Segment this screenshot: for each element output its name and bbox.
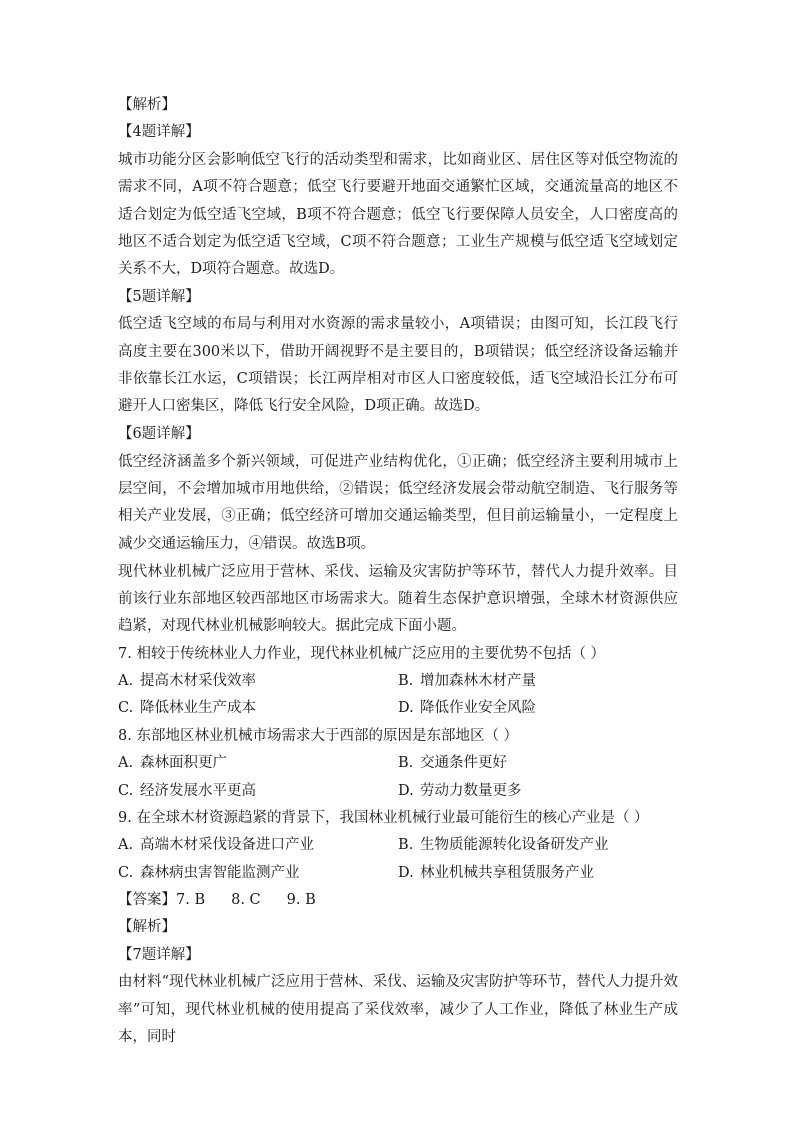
q9-option-b: B. 生物质能源转化设备研发产业 bbox=[398, 837, 609, 854]
q6-heading: 【6题详解】 bbox=[118, 426, 200, 443]
q8-option-d: D. 劳动力数量更多 bbox=[398, 782, 522, 799]
answer-label: 【答案】 bbox=[118, 892, 176, 909]
q7-options-row-1 bbox=[118, 668, 678, 695]
q7-detail-explanation: 由材料“现代林业机械广泛应用于营林、采伐、运输及灾害防护等环节，替代人力提升效率”可知，现代林业机械的使用提高了采伐效率，减少了人工作业，降低了林业生产成本，同时 bbox=[118, 974, 678, 1046]
answer-7: 7. B bbox=[176, 892, 206, 909]
q9-option-c: C. 森林病虫害智能监测产业 bbox=[118, 864, 300, 881]
q4-explanation: 城市功能分区会影响低空飞行的活动类型和需求，比如商业区、居住区等对低空物流的需求不同，A项不符合题意；低空飞行要避开地面交通繁忙区域，交通流量高的地区不适合划定为低空适飞空域，B项不符合题意；低空飞行要保障人员安全，人口密度高的地区不适合划定为低空适飞空域，C项不符合题意；工业生产规模与低空适飞空域划定关系不大，D项符合题意。故选D。 bbox=[118, 151, 678, 278]
q9-stem: 9. 在全球木材资源趋紧的背景下，我国林业机械行业最可能衍生的核心产业是（ ） bbox=[118, 809, 649, 826]
q6-explanation: 低空经济涵盖多个新兴领域，可促进产业结构优化，①正确；低空经济主要利用城市上层空间，不会增加城市用地供给，②错误；低空经济发展会带动航空制造、飞行服务等相关产业发展，③正确；低空经济可增加交通运输类型，但目前运输量小，一定程度上减少交通运输压力，④错误。故选B项。 bbox=[118, 453, 678, 552]
q8-option-c: C. 经济发展水平更高 bbox=[118, 782, 256, 799]
q7-options-row-2 bbox=[118, 695, 678, 722]
answer-9: 9. B bbox=[286, 892, 316, 909]
q7-option-c: C. 降低林业生产成本 bbox=[118, 700, 256, 717]
analysis-heading: 【解析】 bbox=[118, 97, 176, 113]
q7-option-d: D. 降低作业安全风险 bbox=[398, 700, 536, 717]
q8-stem: 8. 东部地区林业机械市场需求大于西部的原因是东部地区（ ） bbox=[118, 727, 519, 744]
q9-options-row-1 bbox=[118, 832, 678, 859]
q5-heading: 【5题详解】 bbox=[118, 288, 200, 305]
q8-option-a: A. 森林面积更广 bbox=[118, 755, 227, 772]
q7-option-b: B. 增加森林木材产量 bbox=[398, 672, 536, 689]
q7-detail-heading: 【7题详解】 bbox=[118, 946, 200, 963]
answer-8: 8. C bbox=[231, 892, 261, 909]
material-intro: 现代林业机械广泛应用于营林、采伐、运输及灾害防护等环节，替代人力提升效率。目前该行业东部地区较西部地区市场需求大。随着生态保护意识增强，全球木材资源供应趋紧，对现代林业机械影响较大。据此完成下面小题。 bbox=[118, 563, 678, 635]
document-page bbox=[118, 92, 678, 1046]
q8-options-row-1 bbox=[118, 750, 678, 777]
q9-option-d: D. 林业机械共享租赁服务产业 bbox=[398, 864, 594, 881]
q7-stem: 7. 相较于传统林业人力作业，现代林业机械广泛应用的主要优势不包括（ ） bbox=[118, 645, 606, 662]
q7-option-a: A. 提高木材采伐效率 bbox=[118, 672, 256, 689]
q9-options-row-2 bbox=[118, 860, 678, 887]
q9-option-a: A. 高端木材采伐设备进口产业 bbox=[118, 837, 314, 854]
analysis-heading-2: 【解析】 bbox=[118, 919, 176, 936]
q8-options-row-2 bbox=[118, 778, 678, 805]
q5-explanation: 低空适飞空域的布局与利用对水资源的需求量较小，A项错误；由图可知，长江段飞行高度主要在300米以下，借助开阔视野不是主要目的，B项错误；低空经济设备运输并非依靠长江水运，C项错误；长江两岸相对市区人口密度较低，适飞空域沿长江分布可避开人口密集区，降低飞行安全风险，D项正确。故选D。 bbox=[118, 316, 678, 415]
q4-heading: 【4题详解】 bbox=[118, 124, 200, 141]
answer-line bbox=[118, 887, 678, 914]
q8-option-b: B. 交通条件更好 bbox=[398, 755, 507, 772]
